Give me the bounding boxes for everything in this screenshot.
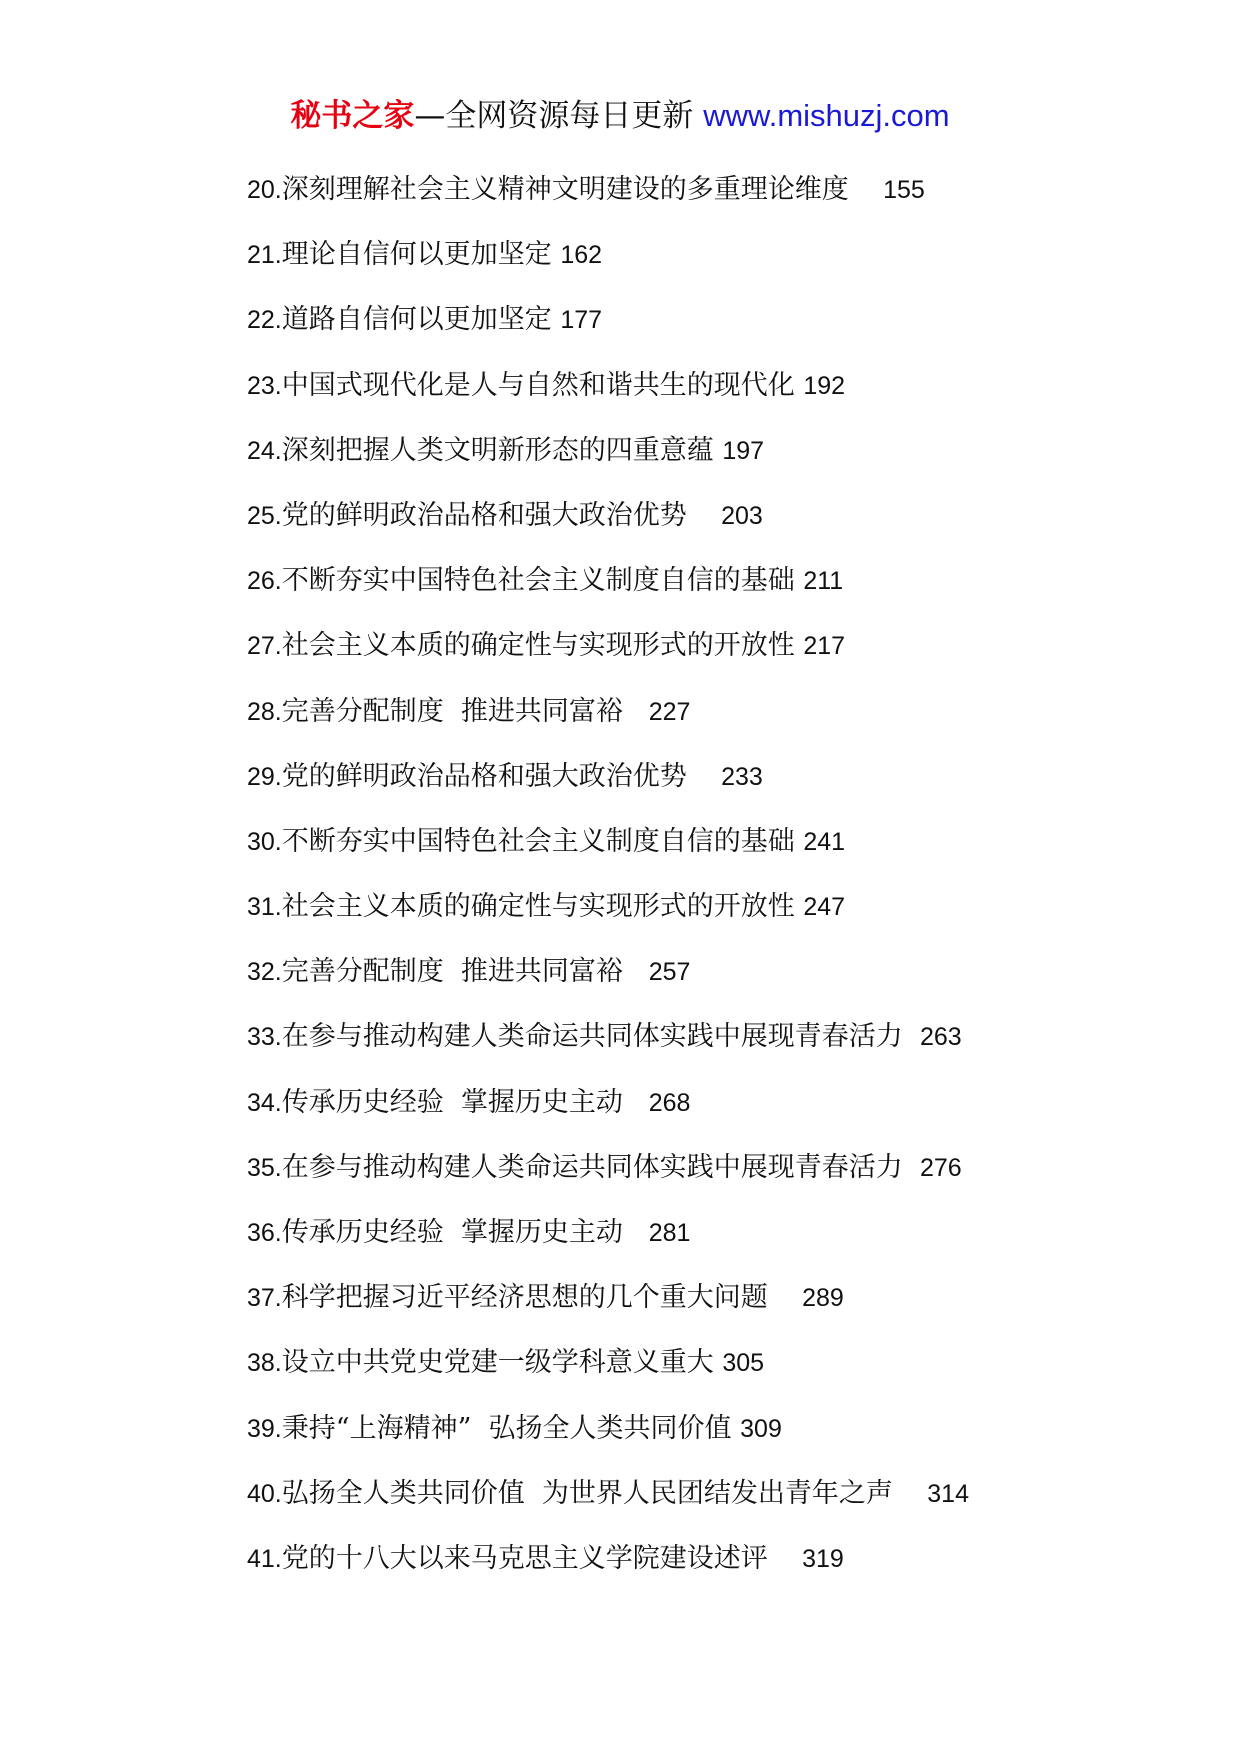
toc-entry-number: 28.: [247, 697, 282, 726]
toc-entry-number: 35.: [247, 1153, 282, 1182]
toc-entry[interactable]: [247, 230, 1147, 295]
toc-entry[interactable]: [247, 556, 1147, 621]
header-tagline: —全网资源每日更新: [414, 98, 704, 134]
toc-entry-title: 传承历史经验 掌握历史主动: [281, 1086, 623, 1118]
toc-entry[interactable]: [247, 621, 1147, 686]
toc-entry-number: 39.: [247, 1414, 282, 1443]
toc-entry-title: 中国式现代化是人与自然和谐共生的现代化: [281, 369, 795, 401]
page-header: [0, 96, 1240, 136]
toc-entry-number: 34.: [247, 1088, 282, 1117]
toc-entry[interactable]: [247, 947, 1147, 1012]
toc-entry-page-number: 247: [803, 893, 846, 922]
toc-entry-title: 完善分配制度 推进共同富裕: [281, 695, 623, 727]
toc-entry-page-number: 276: [919, 1153, 962, 1182]
toc-entry-title: 社会主义本质的确定性与实现形式的开放性: [281, 891, 795, 923]
toc-entry-number: 31.: [247, 893, 282, 922]
toc-entry-page-number: 314: [927, 1479, 969, 1508]
toc-entry-number: 41.: [247, 1544, 282, 1573]
toc-entry[interactable]: [247, 1273, 1147, 1338]
toc-entry-spacer: [893, 1478, 927, 1509]
toc-entry-number: 38.: [247, 1349, 282, 1378]
toc-entry[interactable]: [247, 361, 1147, 426]
toc-entry[interactable]: [247, 1338, 1147, 1403]
toc-entry-title: 完善分配制度 推进共同富裕: [281, 956, 623, 988]
toc-entry-title: 深刻理解社会主义精神文明建设的多重理论维度: [281, 174, 849, 205]
toc-entry-number: 20.: [247, 176, 282, 204]
toc-entry-number: 32.: [247, 958, 282, 987]
toc-entry-number: 25.: [247, 501, 282, 530]
toc-entry-page-number: 263: [919, 1023, 962, 1052]
toc-entry[interactable]: [247, 1078, 1147, 1143]
toc-entry[interactable]: [247, 426, 1147, 491]
toc-entry-page-number: 177: [560, 306, 603, 335]
toc-entry-number: 40.: [247, 1479, 282, 1508]
toc-entry[interactable]: [247, 165, 1147, 230]
toc-entry-page-number: 281: [648, 1219, 691, 1247]
toc-entry-page-number: 197: [722, 436, 765, 465]
toc-entry-spacer: [768, 1282, 802, 1313]
toc-entry-page-number: 257: [648, 958, 691, 987]
toc-entry-page-number: 233: [721, 762, 763, 791]
toc-entry-title: 社会主义本质的确定性与实现形式的开放性: [281, 630, 795, 662]
toc-entry[interactable]: [247, 1469, 1147, 1534]
toc-entry-title: 科学把握习近平经济思想的几个重大问题: [281, 1282, 768, 1314]
toc-entry-spacer: [849, 174, 883, 205]
toc-entry-title: 在参与推动构建人类命运共同体实践中展现青春活力: [281, 1151, 903, 1183]
toc-entry-spacer: [623, 1087, 649, 1118]
toc-entry-spacer: [623, 956, 649, 987]
toc-entry-title: 在参与推动构建人类命运共同体实践中展现青春活力: [281, 1021, 903, 1053]
toc-entry[interactable]: [247, 817, 1147, 882]
toc-entry[interactable]: [247, 1404, 1147, 1469]
toc-entry[interactable]: [247, 1534, 1147, 1599]
toc-entry-spacer: [687, 500, 721, 531]
toc-entry-number: 37.: [247, 1284, 282, 1313]
toc-entry-spacer: [903, 1152, 920, 1183]
toc-entry-page-number: 155: [883, 176, 925, 204]
header-url-link[interactable]: www.mishuzj.com: [703, 98, 950, 133]
toc-entry-page-number: 227: [648, 697, 691, 726]
toc-entry-number: 33.: [247, 1023, 282, 1052]
toc-entry-page-number: 211: [803, 567, 844, 596]
toc-entry-title: 党的鲜明政治品格和强大政治优势: [281, 760, 687, 792]
toc-entry-page-number: 217: [803, 632, 846, 661]
toc-entry[interactable]: [247, 1143, 1147, 1208]
toc-entry-spacer: [687, 761, 721, 792]
toc-entry-title: 传承历史经验 掌握历史主动: [281, 1217, 623, 1248]
toc-entry-spacer: [623, 696, 649, 727]
toc-entry[interactable]: [247, 295, 1147, 360]
toc-entry-number: 27.: [247, 632, 282, 661]
table-of-contents: [247, 165, 1147, 1599]
brand-name: 秘书之家: [290, 98, 415, 134]
toc-entry-title: 道路自信何以更加坚定: [281, 304, 552, 336]
toc-entry-number: 26.: [247, 567, 282, 596]
toc-entry-page-number: 241: [803, 827, 846, 856]
toc-entry[interactable]: [247, 1208, 1147, 1273]
toc-entry-title: 理论自信何以更加坚定: [281, 239, 552, 271]
toc-entry-title: 不断夯实中国特色社会主义制度自信的基础: [281, 565, 795, 597]
toc-entry-number: 30.: [247, 827, 282, 856]
toc-entry-title: 秉持“上海精神” 弘扬全人类共同价值: [281, 1412, 732, 1444]
toc-entry-page-number: 309: [740, 1414, 782, 1443]
toc-entry-page-number: 305: [722, 1349, 765, 1378]
toc-entry-number: 36.: [247, 1219, 282, 1247]
toc-entry-spacer: [903, 1021, 920, 1052]
toc-entry[interactable]: [247, 752, 1147, 817]
toc-entry[interactable]: [247, 882, 1147, 947]
toc-entry-page-number: 203: [721, 501, 763, 530]
toc-entry-page-number: 192: [803, 371, 846, 400]
toc-entry-title: 不断夯实中国特色社会主义制度自信的基础: [281, 825, 795, 857]
toc-entry-page-number: 289: [802, 1284, 844, 1313]
toc-entry-title: 党的十八大以来马克思主义学院建设述评: [281, 1542, 768, 1574]
toc-entry-spacer: [623, 1217, 649, 1248]
toc-entry-number: 22.: [247, 306, 282, 335]
toc-entry[interactable]: [247, 687, 1147, 752]
toc-entry-number: 23.: [247, 371, 282, 400]
toc-entry[interactable]: [247, 1012, 1147, 1077]
toc-entry[interactable]: [247, 491, 1147, 556]
toc-entry-title: 深刻把握人类文明新形态的四重意蕴: [281, 434, 714, 466]
toc-entry-page-number: 268: [648, 1088, 691, 1117]
toc-entry-title: 党的鲜明政治品格和强大政治优势: [281, 499, 687, 531]
toc-entry-spacer: [768, 1543, 802, 1574]
toc-entry-page-number: 319: [802, 1544, 844, 1573]
toc-entry-number: 24.: [247, 436, 282, 465]
toc-entry-spacer: [732, 1413, 741, 1444]
toc-entry-title: 弘扬全人类共同价值 为世界人民团结发出青年之声: [281, 1477, 893, 1509]
toc-entry-page-number: 162: [560, 241, 603, 270]
toc-entry-title: 设立中共党史党建一级学科意义重大: [281, 1347, 714, 1379]
toc-entry-number: 21.: [247, 241, 282, 270]
toc-entry-number: 29.: [247, 762, 282, 791]
